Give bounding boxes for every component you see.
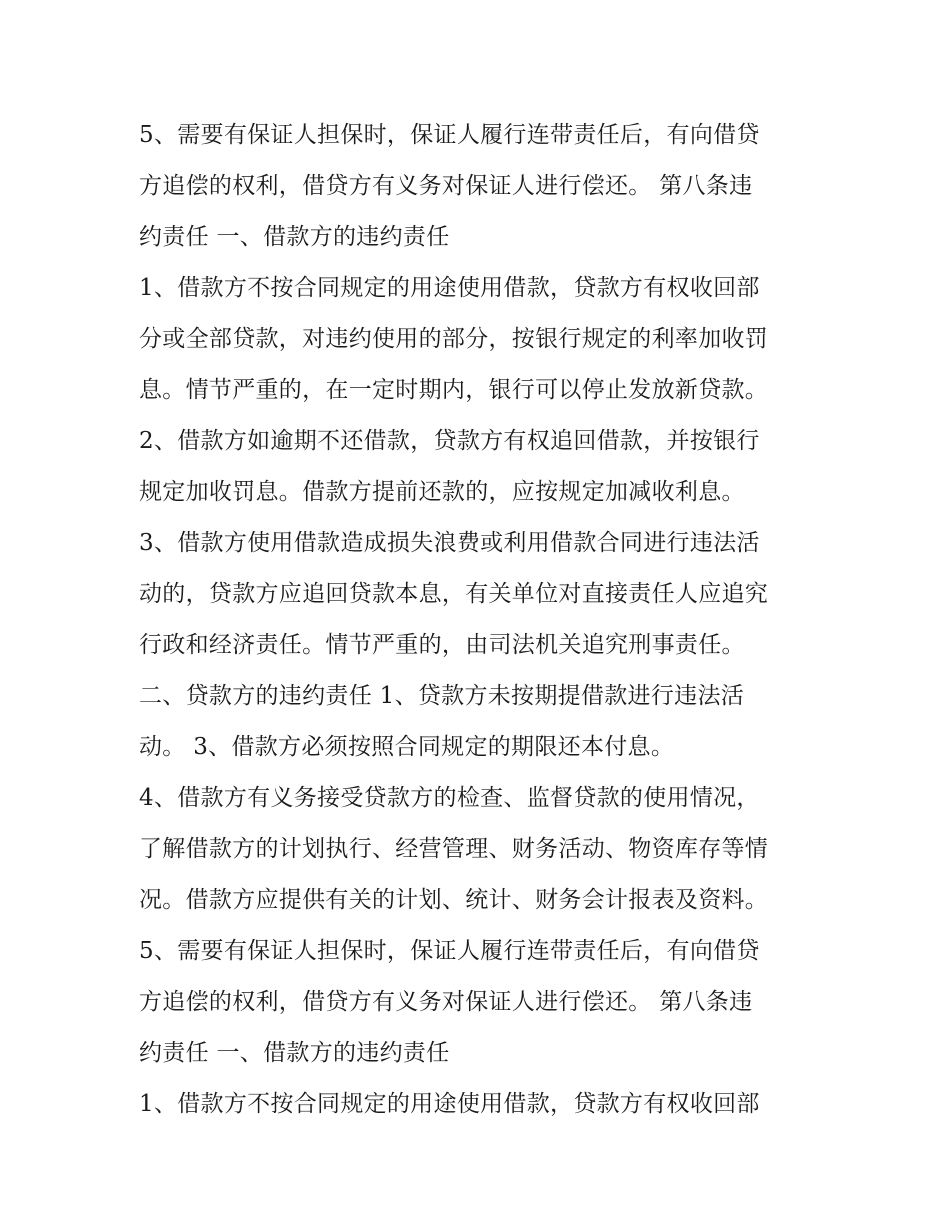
text-line: 动。 3、借款方必须按照合同规定的期限还本付息。 (139, 734, 675, 760)
text-line: 约责任 一、借款方的违约责任 (139, 224, 450, 250)
text-line: 2、借款方如逾期不还借款，贷款方有权追回借款，并按银行 (139, 428, 760, 454)
text-line: 况。借款方应提供有关的计划、统计、财务会计报表及资料。 (139, 887, 769, 913)
text-line: 方追偿的权利，借贷方有义务对保证人进行偿还。 第八条违 (139, 989, 753, 1015)
text-line: 二、贷款方的违约责任 1、贷款方未按期提借款进行违法活 (139, 683, 745, 709)
text-line: 息。情节严重的，在一定时期内，银行可以停止发放新贷款。 (139, 377, 769, 403)
text-line: 1、借款方不按合同规定的用途使用借款，贷款方有权收回部 (139, 275, 760, 301)
text-line: 4、借款方有义务接受贷款方的检查、监督贷款的使用情况， (139, 785, 760, 811)
text-line: 分或全部贷款，对违约使用的部分，按银行规定的利率加收罚 (139, 326, 769, 352)
text-line: 行政和经济责任。情节严重的，由司法机关追究刑事责任。 (139, 632, 745, 658)
text-line: 3、借款方使用借款造成损失浪费或利用借款合同进行违法活 (139, 530, 760, 556)
text-line: 规定加收罚息。借款方提前还款的，应按规定加减收利息。 (139, 479, 745, 505)
text-line: 了解借款方的计划执行、经营管理、财务活动、物资库存等情 (139, 836, 769, 862)
document-text (139, 110, 829, 1130)
text-line: 动的，贷款方应追回贷款本息，有关单位对直接责任人应追究 (139, 581, 769, 607)
text-line: 5、需要有保证人担保时，保证人履行连带责任后，有向借贷 (139, 122, 760, 148)
text-line: 约责任 一、借款方的违约责任 (139, 1040, 450, 1066)
text-line: 1、借款方不按合同规定的用途使用借款，贷款方有权收回部 (139, 1091, 760, 1117)
text-line: 5、需要有保证人担保时，保证人履行连带责任后，有向借贷 (139, 938, 760, 964)
text-line: 方追偿的权利，借贷方有义务对保证人进行偿还。 第八条违 (139, 173, 753, 199)
